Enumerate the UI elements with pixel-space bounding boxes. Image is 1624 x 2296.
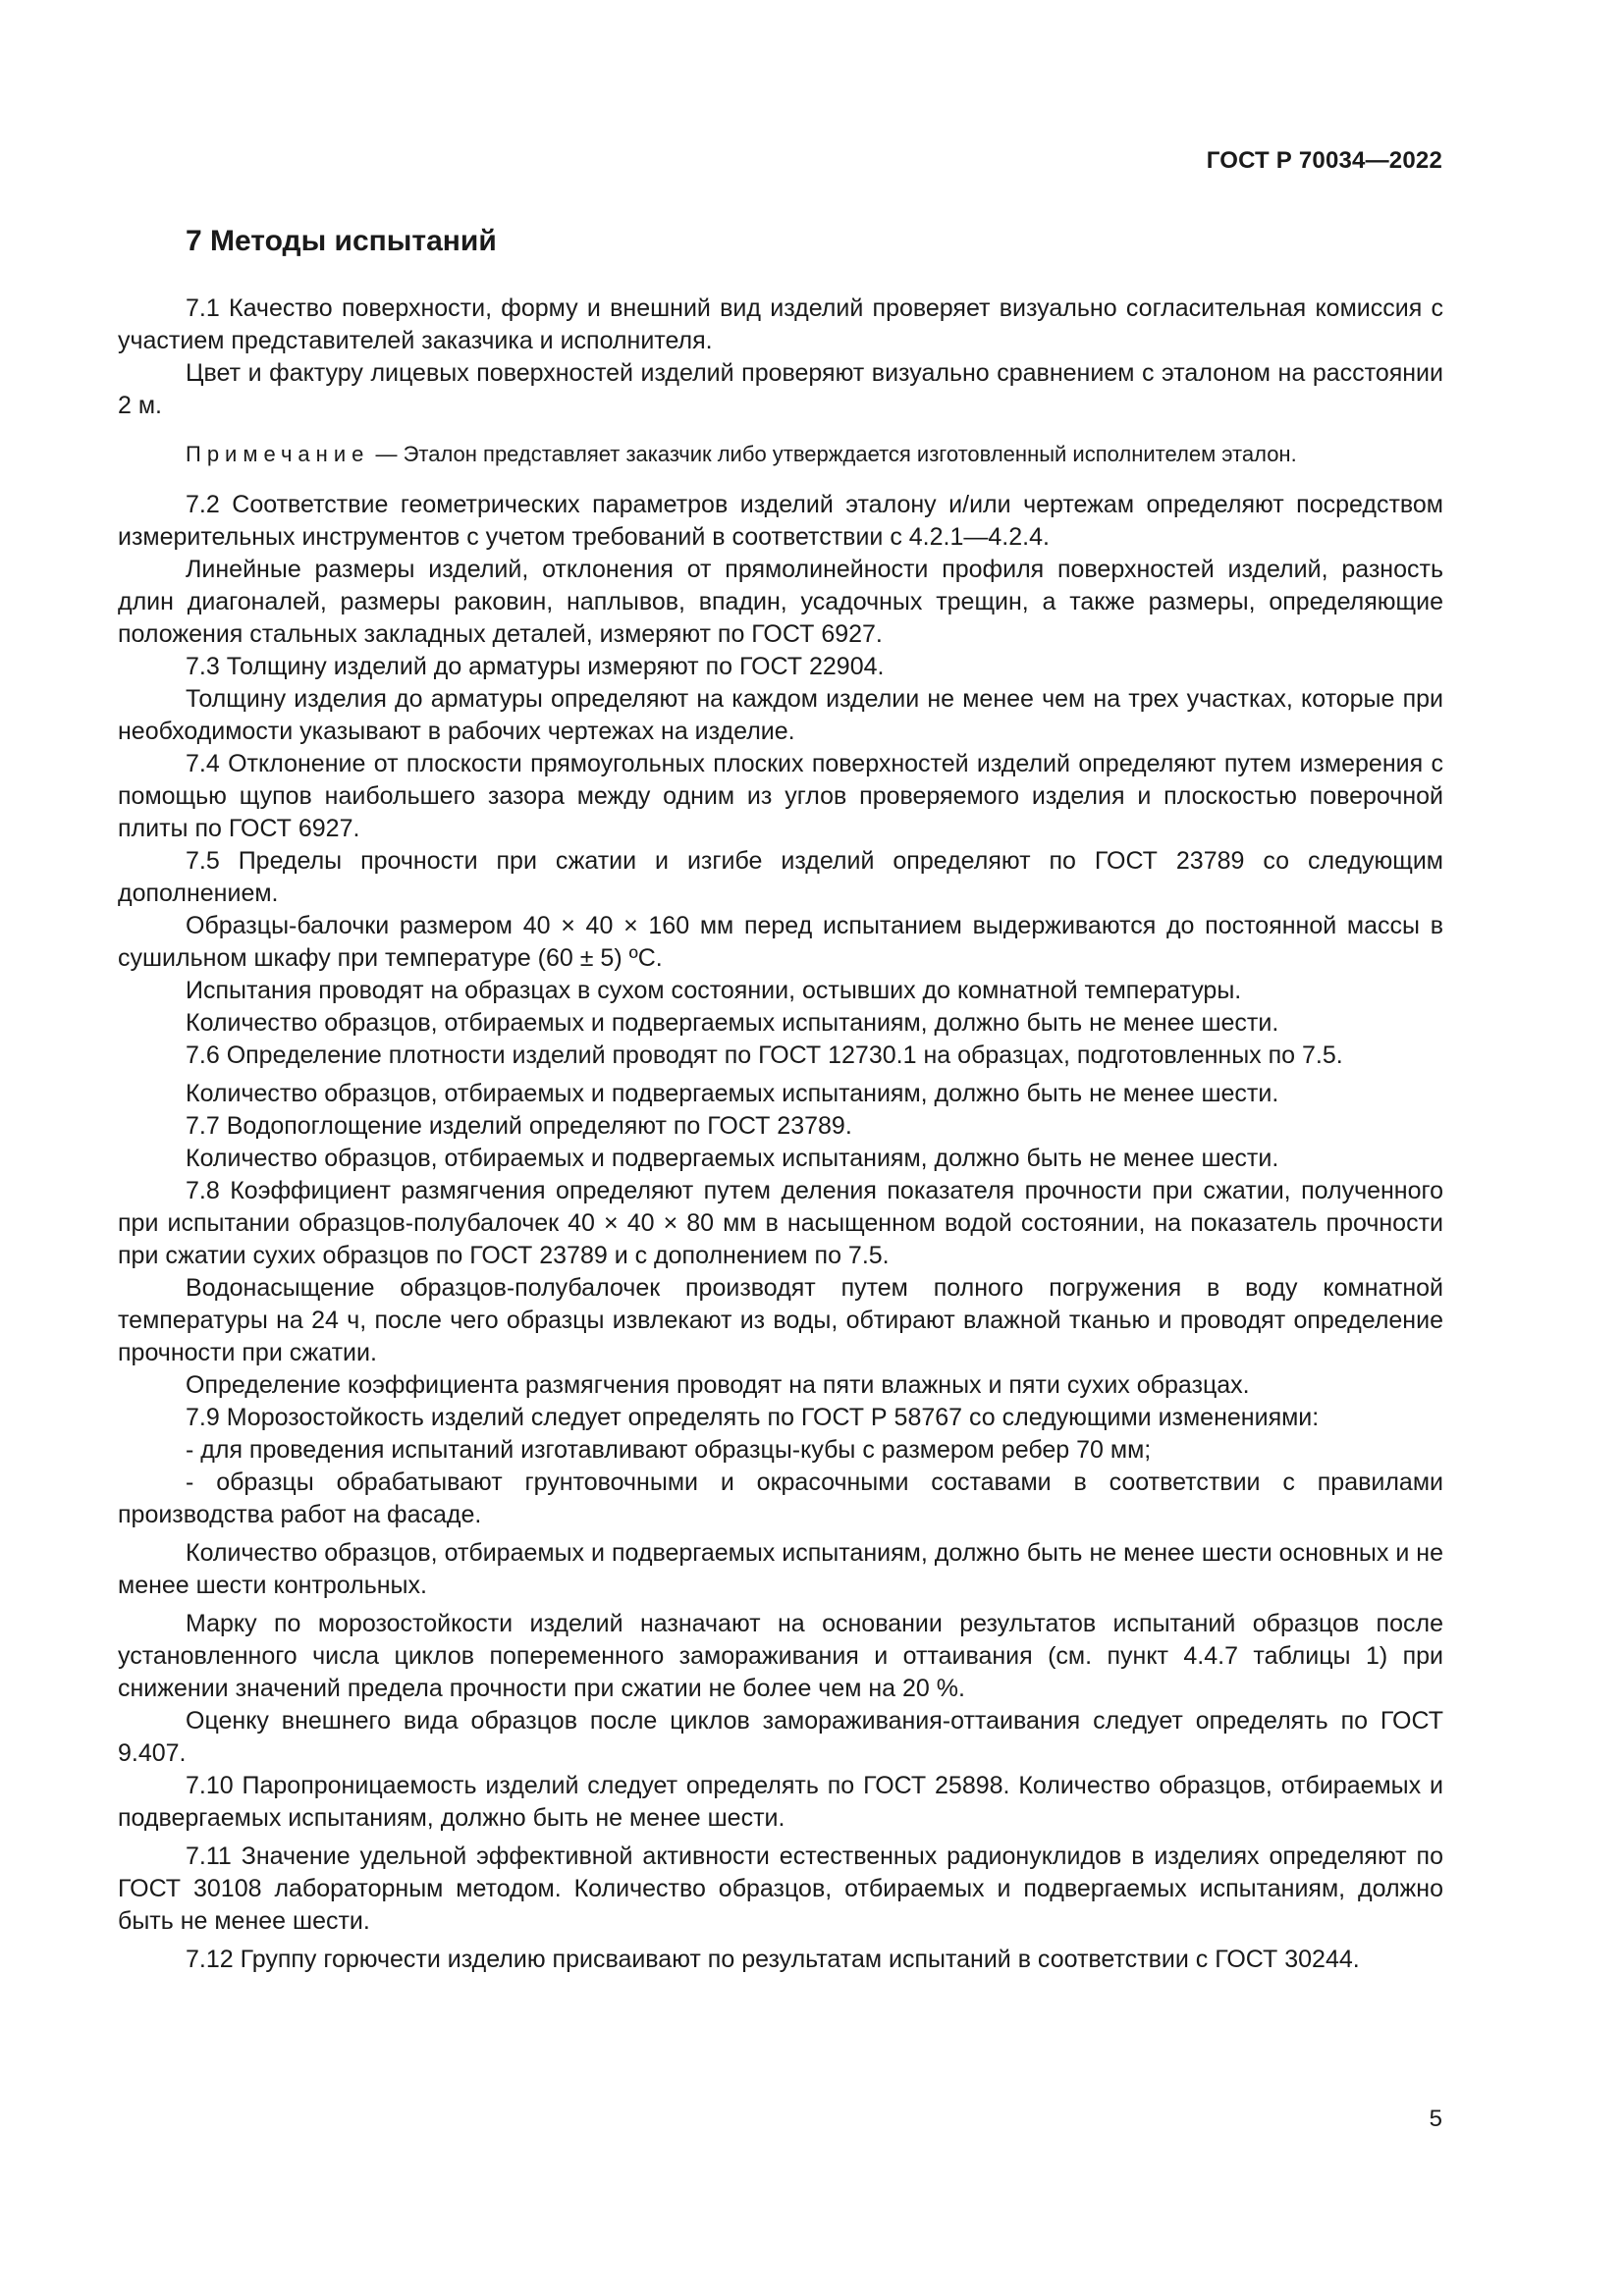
paragraph-7-5: 7.5 Пределы прочности при сжатии и изгибе изделий определяют по ГОСТ 23789 со следующим дополнением.: [118, 847, 1443, 907]
paragraph-color-texture: Цвет и фактуру лицевых поверхностей изделий проверяют визуально сравнением с эталоном на расстоянии 2 м.: [118, 359, 1443, 419]
paragraph-7-6: 7.6 Определение плотности изделий проводят по ГОСТ 12730.1 на образцах, подготовленных по 7.5.: [186, 1041, 1343, 1069]
paragraph-7-11: 7.11 Значение удельной эффективной активности естественных радионуклидов в изделиях определяют по ГОСТ 30108 лабораторным методом. Количество образцов, отбираемых и подвергаемых испытаниям, должно быть не менее шести.: [118, 1842, 1443, 1935]
paragraph-7-4: 7.4 Отклонение от плоскости прямоугольных плоских поверхностей изделий определяют путем измерения с помощью щупов наибольшего зазора между одним из углов проверяемого изделия и плоскостью поверочной плиты по ГОСТ 6927.: [118, 750, 1443, 842]
main-content: [118, 224, 1443, 1976]
paragraph-linear-sizes: Линейные размеры изделий, отклонения от прямолинейности профиля поверхностей изделий, разность длин диагоналей, размеры раковин, наплывов, впадин, усадочных трещин, а также размеры, определяющие положения стальных закладных деталей, измеряют по ГОСТ 6927.: [118, 556, 1443, 648]
paragraph-7-1: 7.1 Качество поверхности, форму и внешний вид изделий проверяет визуально согласительная комиссия с участием представителей заказчика и исполнителя.: [118, 294, 1443, 354]
paragraph-sample-count-1: Количество образцов, отбираемых и подвергаемых испытаниям, должно быть не менее шести.: [186, 1009, 1279, 1037]
list-item-primer: - образцы обрабатывают грунтовочными и окрасочными составами в соответствии с правилами производства работ на фасаде.: [118, 1468, 1443, 1528]
paragraph-7-8: 7.8 Коэффициент размягчения определяют путем деления показателя прочности при сжатии, полученного при испытании образцов-полубалочек 40 × 40 × 80 мм в насыщенном водой состоянии, на показатель прочности при сжатии сухих образцов по ГОСТ 23789 и с дополнением по 7.5.: [118, 1177, 1443, 1269]
paragraph-sample-count-4: Количество образцов, отбираемых и подвергаемых испытаниям, должно быть не менее шести основных и не менее шести контрольных.: [118, 1539, 1443, 1599]
paragraph-dry-tests: Испытания проводят на образцах в сухом состоянии, остывших до комнатной температуры.: [186, 977, 1242, 1004]
paragraph-water-saturation: Водонасыщение образцов-полубалочек производят путем полного погружения в воду комнатной температуры на 24 ч, после чего образцы извлекают из воды, обтирают влажной тканью и проводят определение прочности при сжатии.: [118, 1274, 1443, 1366]
section-title: 7 Методы испытаний: [186, 225, 497, 257]
paragraph-7-3: 7.3 Толщину изделий до арматуры измеряют по ГОСТ 22904.: [186, 653, 885, 680]
paragraph-7-7: 7.7 Водопоглощение изделий определяют по ГОСТ 23789.: [186, 1112, 852, 1140]
paragraph-thickness: Толщину изделия до арматуры определяют на каждом изделии не менее чем на трех участках, которые при необходимости указывают в рабочих чертежах на изделие.: [118, 685, 1443, 745]
paragraph-softening-coefficient: Определение коэффициента размягчения проводят на пяти влажных и пяти сухих образцах.: [186, 1371, 1250, 1399]
page-number: 5: [1429, 2106, 1442, 2132]
paragraph-beam-samples: Образцы-балочки размером 40 × 40 × 160 мм перед испытанием выдерживаются до постоянной массы в сушильном шкафу при температуре (60 ± 5) ºC.: [118, 912, 1443, 972]
note-label: Примечание: [186, 442, 370, 466]
paragraph-frost-grade: Марку по морозостойкости изделий назначают на основании результатов испытаний образцов после установленного числа циклов попеременного замораживания и оттаивания (см. пункт 4.4.7 таблицы 1) при снижении значений предела прочности при сжатии не более чем на 20 %.: [118, 1610, 1443, 1702]
paragraph-7-2: 7.2 Соответствие геометрических параметров изделий эталону и/или чертежам определяют посредством измерительных инструментов с учетом требований в соответствии с 4.2.1—4.2.4.: [118, 491, 1443, 551]
paragraph-7-10: 7.10 Паропроницаемость изделий следует определять по ГОСТ 25898. Количество образцов, отбираемых и подвергаемых испытаниям, должно быть не менее шести.: [118, 1772, 1443, 1832]
document-code: ГОСТ Р 70034—2022: [1206, 147, 1442, 174]
paragraph-7-12: 7.12 Группу горючести изделию присваивают по результатам испытаний в соответствии с ГОСТ 30244.: [186, 1946, 1360, 1973]
paragraph-7-9: 7.9 Морозостойкость изделий следует определять по ГОСТ Р 58767 со следующими изменениями:: [186, 1404, 1320, 1431]
paragraph-sample-count-2: Количество образцов, отбираемых и подвергаемых испытаниям, должно быть не менее шести.: [186, 1080, 1279, 1107]
paragraph-sample-count-3: Количество образцов, отбираемых и подвергаемых испытаниям, должно быть не менее шести.: [186, 1145, 1279, 1172]
list-item-cubes: - для проведения испытаний изготавливают образцы-кубы с размером ребер 70 мм;: [186, 1436, 1152, 1464]
paragraph-appearance: Оценку внешнего вида образцов после циклов замораживания-оттаивания следует определять по ГОСТ 9.407.: [118, 1707, 1443, 1767]
note: [118, 440, 1443, 469]
note-text: — Эталон представляет заказчик либо утверждается изготовленный исполнителем эталон.: [369, 442, 1297, 466]
